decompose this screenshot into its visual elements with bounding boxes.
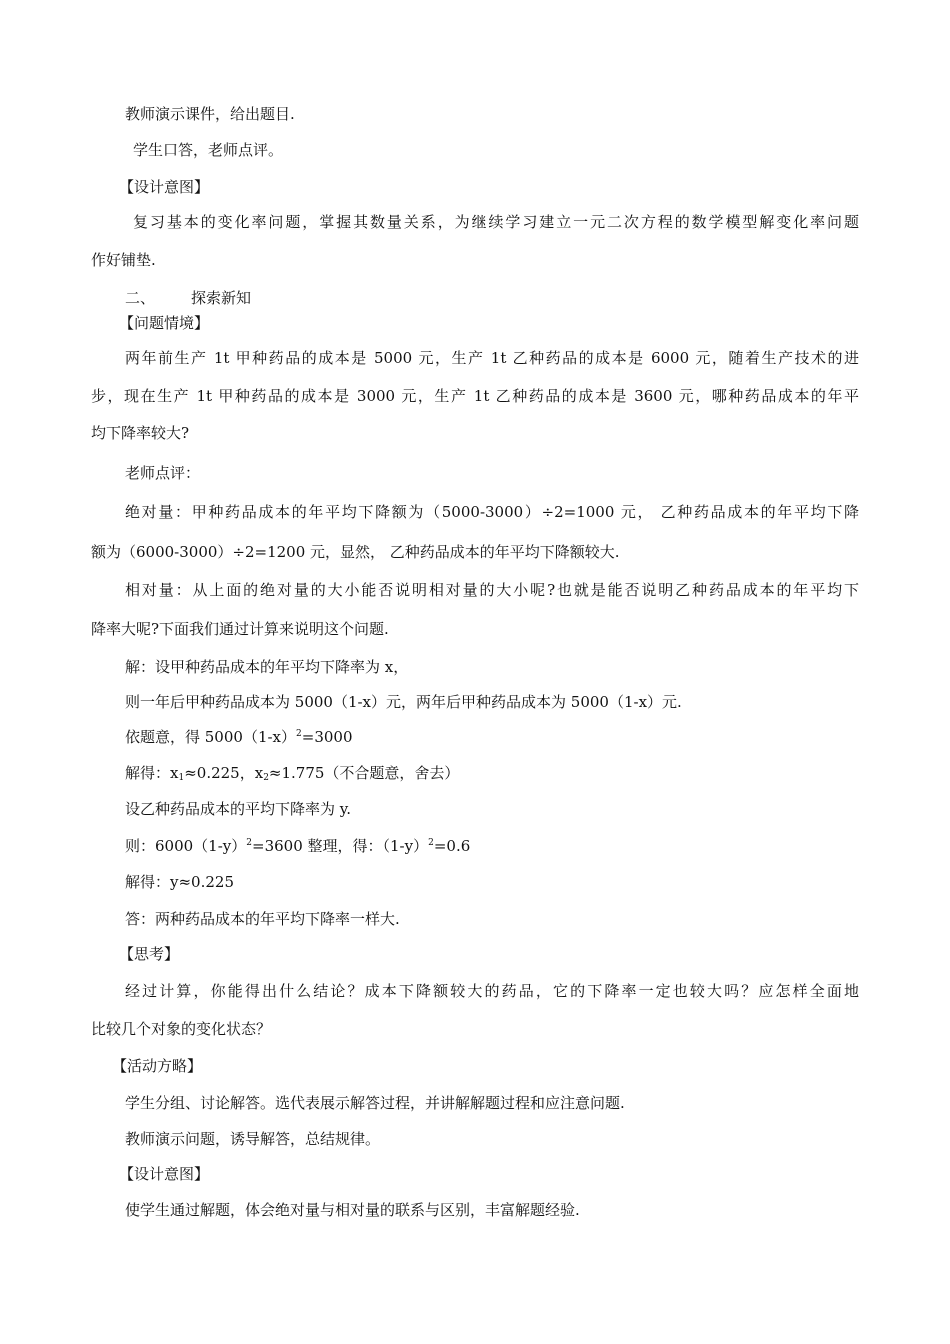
section-heading-design-intent: 【设计意图】 [119, 178, 210, 196]
solution-answer: 答：两种药品成本的年平均下降率一样大. [125, 910, 400, 928]
paragraph-think-cont: 比较几个对象的变化状态？ [91, 1020, 272, 1038]
paragraph-think: 经过计算，你能得出什么结论？成本下降额较大的药品，它的下降率一定也较大吗？应怎样全面地 [125, 982, 859, 1000]
solution-equation-y: 则：$6000(1-y)^2=3600$ 整理，得：$(1-y)^2=0.6$ [125, 837, 471, 855]
paragraph-relative-cont: 降率大呢?下面我们通过计算来说明这个问题. [91, 620, 389, 638]
section-heading-think: 【思考】 [119, 945, 180, 963]
paragraph-absolute: 绝对量：甲种药品成本的年平均下降额为（5000-3000）÷2=1000 元， 乙种药品成本的年平均下降 [125, 503, 859, 521]
section-heading-activity: 【活动方略】 [112, 1057, 203, 1075]
paragraph-activity-2: 教师演示问题，诱导解答，总结规律。 [125, 1130, 381, 1148]
section-heading-design-intent-2: 【设计意图】 [119, 1165, 210, 1183]
solution-step-2: 则一年后甲种药品成本为 5000（1-x）元，两年后甲种药品成本为 5000（1-x）元. [125, 693, 682, 711]
solution-step-1: 解：设甲种药品成本的年平均下降率为 x， [125, 658, 409, 676]
paragraph-student-answer: 学生口答，老师点评。 [133, 141, 284, 159]
paragraph-design-intent-2: 使学生通过解题，体会绝对量与相对量的联系与区别，丰富解题经验. [125, 1201, 580, 1219]
solution-roots: 解得：$x_1\approx 0.225$，$x_2\approx 1.775$（不合题意，舍去） [125, 764, 460, 783]
section-title-explore: 探索新知 [191, 289, 252, 307]
paragraph-teacher-comment: 老师点评： [125, 464, 201, 482]
paragraph-relative: 相对量：从上面的绝对量的大小能否说明相对量的大小呢?也就是能否说明乙种药品成本的年平均下 [125, 581, 859, 599]
paragraph-review-cont: 作好铺垫. [91, 251, 156, 269]
section-number: 二、 [125, 289, 156, 307]
solution-root-y: 解得：y≈0.225 [125, 873, 234, 891]
paragraph-problem-cont: 步，现在生产 1t 甲种药品的成本是 3000 元，生产 1t 乙种药品的成本是 3600 元，哪种药品成本的年平 [91, 387, 859, 405]
paragraph-problem-end: 均下降率较大? [91, 424, 190, 442]
solution-step-y: 设乙种药品成本的平均下降率为 y. [125, 800, 352, 818]
paragraph-review: 复习基本的变化率问题，掌握其数量关系，为继续学习建立一元二次方程的数学模型解变化率问题 [133, 213, 859, 231]
section-heading-problem: 【问题情境】 [119, 314, 210, 332]
paragraph-absolute-cont: 额为（6000-3000）÷2=1200 元，显然， 乙种药品成本的年平均下降额较大. [91, 543, 620, 561]
paragraph-teacher-demo: 教师演示课件，给出题目. [125, 105, 295, 123]
paragraph-problem: 两年前生产 1t 甲种药品的成本是 5000 元，生产 1t 乙种药品的成本是 6000 元，随着生产技术的进 [125, 349, 859, 367]
solution-equation: 依题意，得 $5000(1-x)^2=3000$ [125, 728, 353, 746]
paragraph-activity-1: 学生分组、讨论解答。选代表展示解答过程，并讲解解题过程和应注意问题. [125, 1094, 625, 1112]
